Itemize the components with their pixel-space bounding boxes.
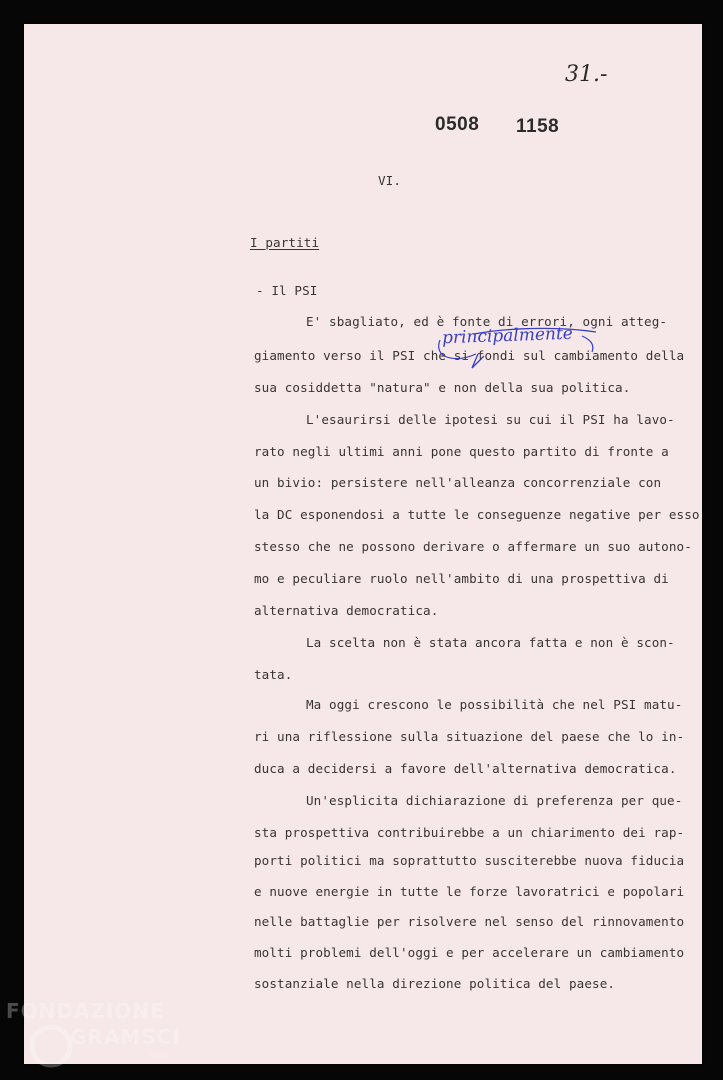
paragraph-line: Ma oggi crescono le possibilità che nel PSI matu- xyxy=(306,697,683,712)
paragraph-line: mo e peculiare ruolo nell'ambito di una prospettiva di xyxy=(254,571,669,586)
archive-stamp-left: 0508 xyxy=(435,114,480,135)
paragraph-line: sta prospettiva contribuirebbe a un chiarimento dei rap- xyxy=(254,825,685,840)
paragraph-line: alternativa democratica. xyxy=(254,603,439,618)
paragraph-line: la DC esponendosi a tutte le conseguenze negative per esso xyxy=(254,507,700,522)
paragraph-line: un bivio: persistere nell'alleanza concorrenziale con xyxy=(254,475,662,490)
watermark-g-logo-icon xyxy=(28,1023,74,1069)
paragraph-line: stesso che ne possono derivare o affermare un suo autono- xyxy=(254,539,692,554)
paragraph-line: tata. xyxy=(254,667,293,682)
paragraph-line: sostanziale nella direzione politica del paese. xyxy=(254,976,616,991)
paragraph-line: rato negli ultimi anni pone questo partito di fronte a xyxy=(254,444,669,459)
paragraph-line: E' sbagliato, ed è fonte di errori, ogni atteg- xyxy=(306,314,668,329)
paragraph-line: e nuove energie in tutte le forze lavoratrici e popolari xyxy=(254,884,685,899)
paragraph-line: molti problemi dell'oggi e per accelerare un cambiamento xyxy=(254,945,685,960)
paragraph-line: La scelta non è stata ancora fatta e non è scon- xyxy=(306,635,675,650)
handwritten-insertion-text: principalmente xyxy=(441,323,574,349)
watermark-line-3: onlus xyxy=(150,1051,169,1059)
paragraph-line: giamento verso il PSI che si fondi sul cambiamento della xyxy=(254,348,685,363)
section-number: VI. xyxy=(378,173,402,188)
handwritten-page-number: 31.- xyxy=(565,62,608,87)
paragraph-line: nelle battaglie per risolvere nel senso del rinnovamento xyxy=(254,914,685,929)
subsection-heading: - Il PSI xyxy=(256,283,318,298)
paragraph-line: ri una riflessione sulla situazione del paese che lo in- xyxy=(254,729,685,744)
paragraph-line: L'esaurirsi delle ipotesi su cui il PSI ha lavo- xyxy=(306,412,675,427)
section-heading: I partiti xyxy=(250,235,320,250)
watermark-line-1: FONDAZIONE xyxy=(6,999,165,1023)
paragraph-line: sua cosiddetta "natura" e non della sua politica. xyxy=(254,380,631,395)
archive-stamp-right: 1158 xyxy=(516,116,560,137)
fondazione-gramsci-watermark xyxy=(0,995,190,1075)
paragraph-line: duca a decidersi a favore dell'alternativa democratica. xyxy=(254,761,677,776)
paragraph-line: Un'esplicita dichiarazione di preferenza per que- xyxy=(306,793,683,808)
paragraph-line: porti politici ma soprattutto susciterebbe nuova fiducia xyxy=(254,853,685,868)
watermark-line-2: GRAMSCI xyxy=(70,1025,181,1049)
